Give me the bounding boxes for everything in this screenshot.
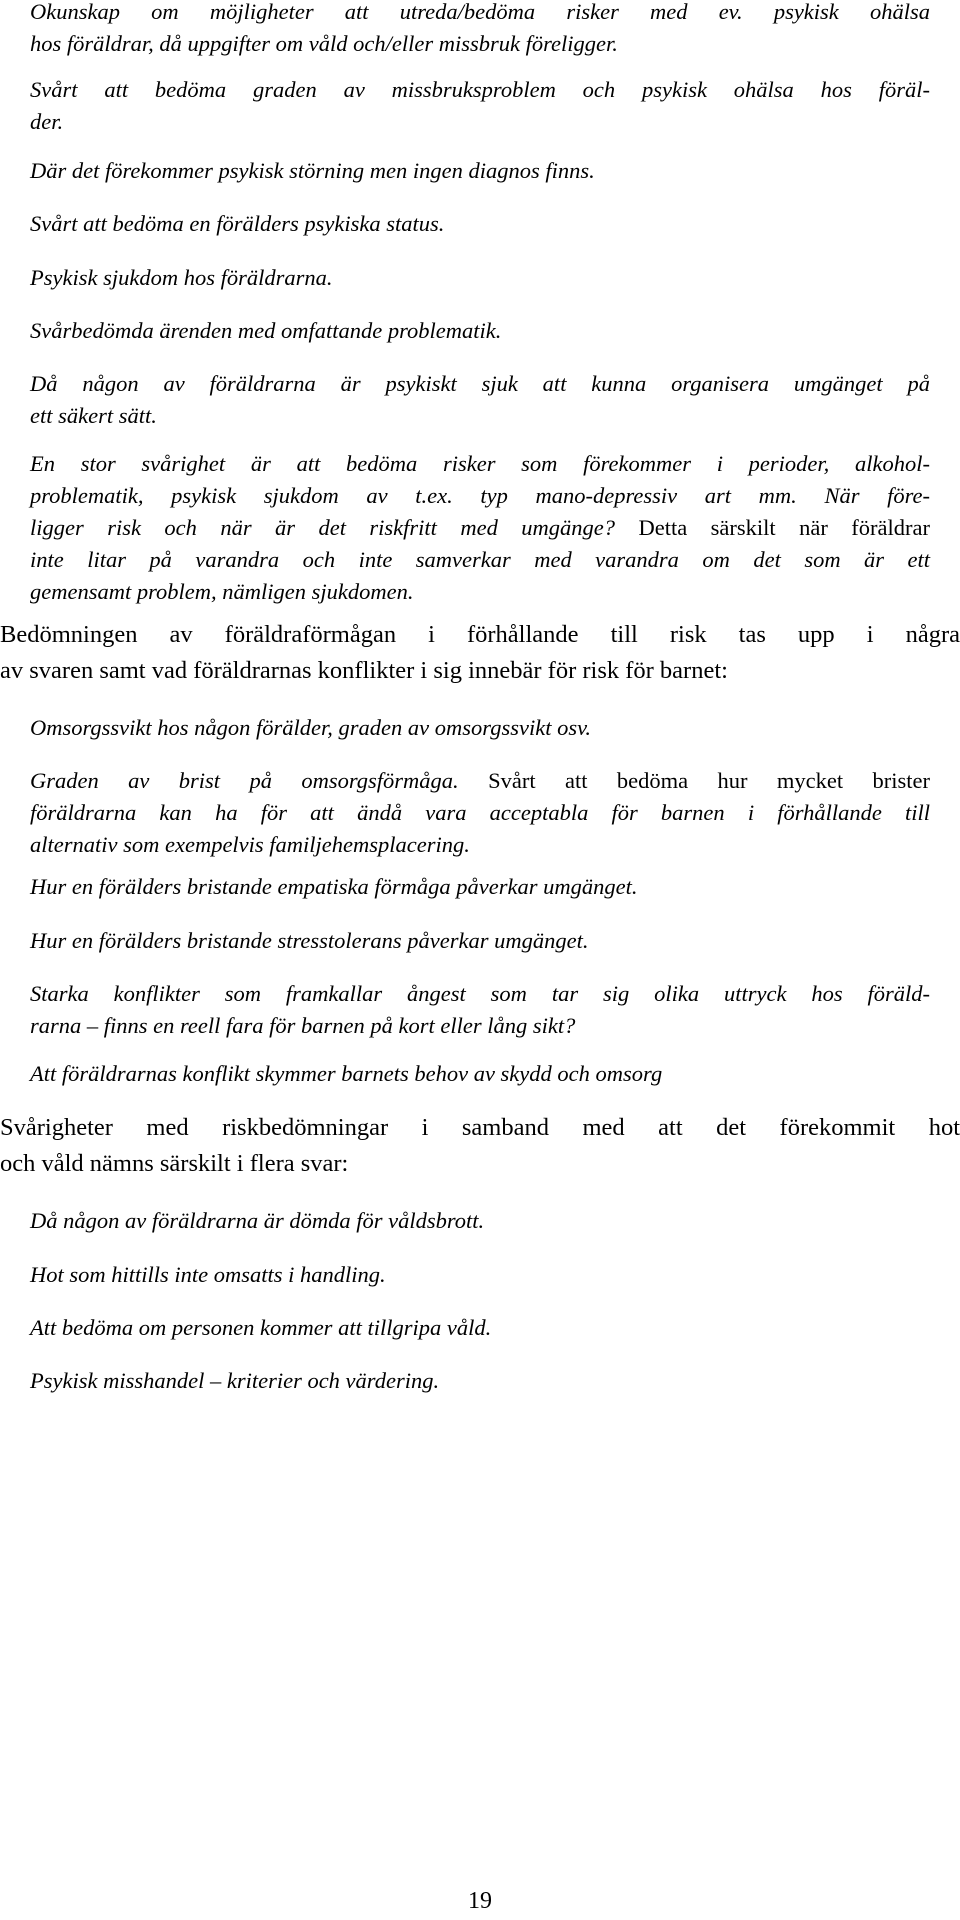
section-intro-paragraph [0,1110,960,1182]
quote-paragraph [30,1365,930,1397]
text-line: Hot som hittills inte omsatts i handling. [30,1262,386,1287]
quote-paragraph [30,315,930,347]
text-line: Då någon av föräldrarna är psykiskt sjuk att kunna organisera umgänget på [30,371,930,396]
text-line: hos föräldrar, då uppgifter om våld och/eller missbruk föreligger. [30,31,618,56]
section-intro-paragraph [0,617,960,689]
text-line: föräldrarna kan ha för att ändå vara acceptabla för barnen i förhållande till [30,800,930,825]
text-line: Där det förekommer psykisk störning men ingen diagnos finns. [30,158,595,183]
quote-paragraph [30,925,930,957]
quote-paragraph [30,978,930,1042]
text-line: Svårigheter med riskbedömningar i samband med att det förekommit hot [0,1114,960,1141]
text-line: Bedömningen av föräldraförmågan i förhållande till risk tas upp i några [0,621,960,648]
text-line: Svårt att bedöma graden av missbruksproblem och psykisk ohälsa hos föräl- [30,77,930,102]
text-line: av svaren samt vad föräldrarnas konflikter i sig innebär för risk för barnet: [0,657,728,684]
quote-paragraph [30,368,930,432]
text-line [30,512,930,544]
text-line: inte litar på varandra och inte samverkar med varandra om det som är ett [30,547,930,572]
text-line: der. [30,109,64,134]
quote-paragraph [30,1058,930,1090]
text-line: ett säkert sätt. [30,403,157,428]
text-line [30,765,930,797]
quote-paragraph [30,1259,930,1291]
text-line: alternativ som exempelvis familjehemsplacering. [30,832,470,857]
upright-text-run: Detta särskilt när föräldrar [615,515,930,540]
text-line: Att föräldrarnas konflikt skymmer barnets behov av skydd och omsorg [30,1061,663,1086]
text-line: Hur en förälders bristande empatiska förmåga påverkar umgänget. [30,874,638,899]
text-line: Att bedöma om personen kommer att tillgripa våld. [30,1315,492,1340]
quote-paragraph [30,262,930,294]
quote-paragraph [30,448,930,608]
text-line: En stor svårighet är att bedöma risker som förekommer i perioder, alkohol- [30,451,930,476]
text-line: Starka konflikter som framkallar ångest som tar sig olika uttryck hos föräld- [30,981,930,1006]
text-line: och våld nämns särskilt i flera svar: [0,1150,349,1177]
quote-paragraph [30,871,930,903]
quote-paragraph [30,155,930,187]
text-line: gemensamt problem, nämligen sjukdomen. [30,579,414,604]
quote-paragraph [30,74,930,138]
quote-paragraph [30,208,930,240]
text-run: Graden av brist på omsorgsförmåga. [30,768,459,793]
upright-text-run: Svårt att bedöma hur mycket brister [458,768,930,793]
page-number: 19 [468,1888,492,1914]
text-line: Svårt att bedöma en förälders psykiska status. [30,211,445,236]
text-line: rarna – finns en reell fara för barnen på kort eller lång sikt? [30,1013,576,1038]
text-line: Hur en förälders bristande stresstolerans påverkar umgänget. [30,928,589,953]
text-run: ligger risk och när är det riskfritt med umgänge? [30,515,616,540]
quote-paragraph [30,0,930,60]
quote-paragraph [30,712,930,744]
text-line: Omsorgssvikt hos någon förälder, graden av omsorgssvikt osv. [30,715,592,740]
quote-paragraph [30,1205,930,1237]
text-line: Psykisk sjukdom hos föräldrarna. [30,265,333,290]
text-line: Okunskap om möjligheter att utreda/bedöma risker med ev. psykisk ohälsa [30,0,930,24]
text-line: Då någon av föräldrarna är dömda för våldsbrott. [30,1208,485,1233]
quote-paragraph [30,765,930,861]
text-line: Svårbedömda ärenden med omfattande problematik. [30,318,502,343]
text-line: Psykisk misshandel – kriterier och värdering. [30,1368,440,1393]
quote-paragraph [30,1312,930,1344]
text-line: problematik, psykisk sjukdom av t.ex. typ mano-depressiv art mm. När före- [30,483,930,508]
